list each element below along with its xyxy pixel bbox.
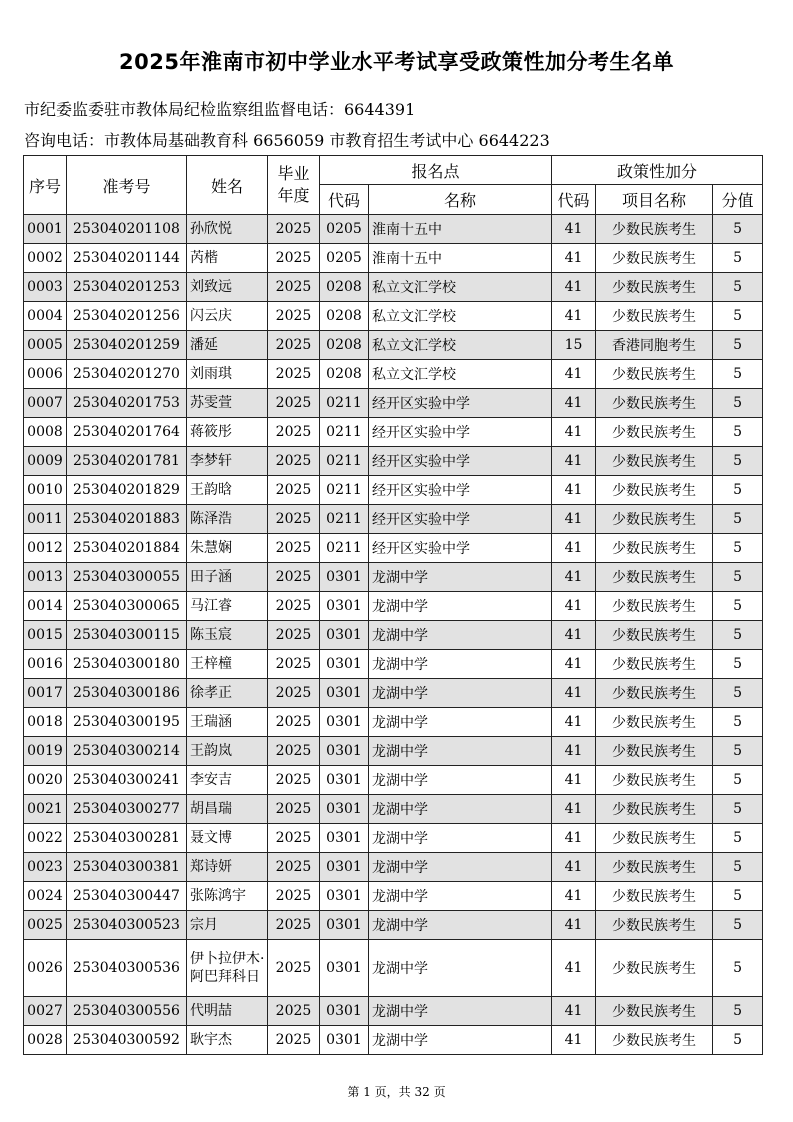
cell-policy-score: 5 [713, 360, 763, 389]
header-policy-bonus: 政策性加分 [552, 156, 763, 185]
cell-policy-code: 41 [552, 940, 596, 997]
cell-reg-name: 经开区实验中学 [369, 534, 552, 563]
cell-seq: 0016 [24, 650, 67, 679]
cell-reg-name: 淮南十五中 [369, 244, 552, 273]
cell-policy-score: 5 [713, 940, 763, 997]
table-row [24, 389, 763, 418]
cell-exam-no: 253040300447 [67, 882, 187, 911]
cell-reg-code: 0301 [320, 882, 369, 911]
cell-seq: 0024 [24, 882, 67, 911]
cell-reg-code: 0301 [320, 795, 369, 824]
cell-name: 宗月 [187, 911, 268, 940]
cell-name: 闪云庆 [187, 302, 268, 331]
cell-reg-code: 0208 [320, 360, 369, 389]
cell-name: 刘致远 [187, 273, 268, 302]
cell-reg-code: 0301 [320, 563, 369, 592]
table-row [24, 853, 763, 882]
cell-policy-code: 41 [552, 882, 596, 911]
supervision-phone-line: 市纪委监委驻市教体局纪检监察组监督电话：6644391 [24, 100, 416, 119]
cell-reg-name: 龙湖中学 [369, 592, 552, 621]
header-name: 姓名 [187, 156, 268, 215]
cell-grad-year: 2025 [268, 853, 320, 882]
cell-reg-code: 0208 [320, 302, 369, 331]
cell-policy-item: 少数民族考生 [596, 389, 713, 418]
cell-name: 张陈鸿宇 [187, 882, 268, 911]
cell-grad-year: 2025 [268, 505, 320, 534]
cell-policy-score: 5 [713, 389, 763, 418]
cell-policy-code: 41 [552, 389, 596, 418]
cell-name: 芮楷 [187, 244, 268, 273]
cell-policy-code: 41 [552, 853, 596, 882]
cell-name: 王韵岚 [187, 737, 268, 766]
cell-exam-no: 253040300055 [67, 563, 187, 592]
cell-name: 马江睿 [187, 592, 268, 621]
cell-policy-score: 5 [713, 592, 763, 621]
cell-policy-score: 5 [713, 650, 763, 679]
cell-reg-code: 0208 [320, 331, 369, 360]
cell-exam-no: 253040300115 [67, 621, 187, 650]
table-row [24, 708, 763, 737]
candidate-table [23, 155, 763, 1055]
cell-reg-code: 0301 [320, 940, 369, 997]
cell-policy-item: 少数民族考生 [596, 447, 713, 476]
cell-name: 孙欣悦 [187, 215, 268, 244]
cell-policy-code: 41 [552, 447, 596, 476]
table-row [24, 360, 763, 389]
cell-name: 潘延 [187, 331, 268, 360]
inquiry-phone-line: 咨询电话：市教体局基础教育科 6656059 市教育招生考试中心 6644223 [24, 131, 550, 150]
cell-grad-year: 2025 [268, 389, 320, 418]
cell-seq: 0010 [24, 476, 67, 505]
cell-policy-item: 少数民族考生 [596, 824, 713, 853]
cell-policy-score: 5 [713, 853, 763, 882]
table-row [24, 302, 763, 331]
cell-reg-name: 龙湖中学 [369, 621, 552, 650]
header-grad-year: 毕业年度 [268, 156, 320, 215]
cell-policy-score: 5 [713, 679, 763, 708]
cell-policy-item: 少数民族考生 [596, 592, 713, 621]
cell-grad-year: 2025 [268, 418, 320, 447]
cell-reg-name: 私立文汇学校 [369, 273, 552, 302]
table-row [24, 563, 763, 592]
table-body [24, 215, 763, 1055]
cell-reg-name: 龙湖中学 [369, 795, 552, 824]
cell-reg-name: 龙湖中学 [369, 940, 552, 997]
cell-reg-code: 0301 [320, 766, 369, 795]
cell-seq: 0014 [24, 592, 67, 621]
cell-policy-item: 少数民族考生 [596, 215, 713, 244]
cell-policy-item: 少数民族考生 [596, 534, 713, 563]
cell-exam-no: 253040300592 [67, 1026, 187, 1055]
cell-reg-name: 私立文汇学校 [369, 360, 552, 389]
cell-policy-code: 41 [552, 273, 596, 302]
cell-policy-code: 41 [552, 766, 596, 795]
cell-seq: 0002 [24, 244, 67, 273]
cell-policy-score: 5 [713, 1026, 763, 1055]
cell-policy-code: 41 [552, 244, 596, 273]
cell-reg-code: 0211 [320, 418, 369, 447]
cell-reg-name: 龙湖中学 [369, 911, 552, 940]
cell-reg-code: 0211 [320, 505, 369, 534]
header-policy-score: 分值 [713, 185, 763, 215]
cell-policy-code: 41 [552, 997, 596, 1026]
cell-reg-name: 经开区实验中学 [369, 505, 552, 534]
cell-reg-code: 0211 [320, 389, 369, 418]
cell-grad-year: 2025 [268, 244, 320, 273]
cell-name: 田子涵 [187, 563, 268, 592]
cell-seq: 0001 [24, 215, 67, 244]
cell-exam-no: 253040201753 [67, 389, 187, 418]
cell-policy-code: 41 [552, 824, 596, 853]
cell-grad-year: 2025 [268, 447, 320, 476]
cell-grad-year: 2025 [268, 215, 320, 244]
cell-exam-no: 253040201764 [67, 418, 187, 447]
cell-exam-no: 253040201256 [67, 302, 187, 331]
cell-exam-no: 253040201884 [67, 534, 187, 563]
cell-reg-name: 淮南十五中 [369, 215, 552, 244]
cell-name: 李梦轩 [187, 447, 268, 476]
cell-grad-year: 2025 [268, 737, 320, 766]
cell-policy-item: 少数民族考生 [596, 360, 713, 389]
cell-policy-item: 少数民族考生 [596, 737, 713, 766]
cell-policy-item: 少数民族考生 [596, 273, 713, 302]
table-row [24, 476, 763, 505]
cell-reg-code: 0301 [320, 621, 369, 650]
header-policy-code: 代码 [552, 185, 596, 215]
cell-policy-score: 5 [713, 766, 763, 795]
header-exam-no: 准考号 [67, 156, 187, 215]
cell-seq: 0019 [24, 737, 67, 766]
table-row [24, 1026, 763, 1055]
cell-policy-score: 5 [713, 911, 763, 940]
cell-name: 苏雯萱 [187, 389, 268, 418]
cell-seq: 0018 [24, 708, 67, 737]
cell-name: 朱慧娴 [187, 534, 268, 563]
cell-policy-item: 少数民族考生 [596, 911, 713, 940]
cell-policy-item: 少数民族考生 [596, 563, 713, 592]
cell-grad-year: 2025 [268, 708, 320, 737]
cell-grad-year: 2025 [268, 650, 320, 679]
cell-policy-score: 5 [713, 621, 763, 650]
header-registration-point: 报名点 [320, 156, 552, 185]
table-row [24, 650, 763, 679]
cell-name: 徐孝正 [187, 679, 268, 708]
cell-reg-name: 龙湖中学 [369, 563, 552, 592]
cell-reg-name: 龙湖中学 [369, 882, 552, 911]
cell-reg-code: 0301 [320, 737, 369, 766]
cell-policy-code: 41 [552, 215, 596, 244]
cell-grad-year: 2025 [268, 1026, 320, 1055]
cell-grad-year: 2025 [268, 476, 320, 505]
cell-policy-item: 少数民族考生 [596, 1026, 713, 1055]
cell-name: 刘雨琪 [187, 360, 268, 389]
cell-policy-item: 香港同胞考生 [596, 331, 713, 360]
cell-grad-year: 2025 [268, 563, 320, 592]
table-row [24, 592, 763, 621]
cell-policy-code: 41 [552, 505, 596, 534]
cell-policy-code: 41 [552, 708, 596, 737]
cell-policy-score: 5 [713, 737, 763, 766]
cell-policy-score: 5 [713, 331, 763, 360]
cell-policy-code: 41 [552, 911, 596, 940]
cell-policy-item: 少数民族考生 [596, 244, 713, 273]
cell-grad-year: 2025 [268, 273, 320, 302]
table-row [24, 244, 763, 273]
table-row [24, 679, 763, 708]
cell-policy-item: 少数民族考生 [596, 708, 713, 737]
cell-policy-score: 5 [713, 708, 763, 737]
cell-reg-name: 经开区实验中学 [369, 447, 552, 476]
cell-reg-code: 0211 [320, 534, 369, 563]
cell-seq: 0009 [24, 447, 67, 476]
header-reg-name: 名称 [369, 185, 552, 215]
cell-reg-code: 0205 [320, 244, 369, 273]
cell-exam-no: 253040300241 [67, 766, 187, 795]
cell-policy-score: 5 [713, 244, 763, 273]
cell-policy-item: 少数民族考生 [596, 476, 713, 505]
cell-policy-item: 少数民族考生 [596, 766, 713, 795]
cell-reg-name: 龙湖中学 [369, 824, 552, 853]
cell-exam-no: 253040300556 [67, 997, 187, 1026]
table-row [24, 882, 763, 911]
cell-policy-item: 少数民族考生 [596, 940, 713, 997]
cell-policy-score: 5 [713, 215, 763, 244]
cell-name: 郑诗妍 [187, 853, 268, 882]
cell-name: 聂文博 [187, 824, 268, 853]
table-row [24, 534, 763, 563]
cell-grad-year: 2025 [268, 360, 320, 389]
header-seq: 序号 [24, 156, 67, 215]
cell-exam-no: 253040201259 [67, 331, 187, 360]
cell-policy-score: 5 [713, 534, 763, 563]
cell-policy-score: 5 [713, 882, 763, 911]
table-row [24, 766, 763, 795]
cell-reg-code: 0211 [320, 476, 369, 505]
cell-seq: 0013 [24, 563, 67, 592]
cell-policy-item: 少数民族考生 [596, 853, 713, 882]
cell-exam-no: 253040201253 [67, 273, 187, 302]
cell-policy-code: 41 [552, 795, 596, 824]
cell-seq: 0020 [24, 766, 67, 795]
cell-seq: 0003 [24, 273, 67, 302]
cell-seq: 0006 [24, 360, 67, 389]
cell-grad-year: 2025 [268, 997, 320, 1026]
cell-reg-name: 龙湖中学 [369, 708, 552, 737]
cell-policy-score: 5 [713, 476, 763, 505]
cell-exam-no: 253040300536 [67, 940, 187, 997]
cell-name: 伊卜拉伊木·阿巴拜科日 [187, 940, 268, 997]
cell-exam-no: 253040201829 [67, 476, 187, 505]
cell-reg-name: 龙湖中学 [369, 1026, 552, 1055]
cell-seq: 0022 [24, 824, 67, 853]
cell-exam-no: 253040300065 [67, 592, 187, 621]
cell-policy-score: 5 [713, 505, 763, 534]
cell-name: 陈泽浩 [187, 505, 268, 534]
cell-seq: 0027 [24, 997, 67, 1026]
cell-exam-no: 253040201270 [67, 360, 187, 389]
cell-name: 陈玉宸 [187, 621, 268, 650]
cell-exam-no: 253040300186 [67, 679, 187, 708]
cell-policy-code: 41 [552, 360, 596, 389]
cell-exam-no: 253040201108 [67, 215, 187, 244]
cell-policy-score: 5 [713, 795, 763, 824]
cell-policy-code: 41 [552, 476, 596, 505]
cell-policy-code: 41 [552, 534, 596, 563]
cell-policy-code: 41 [552, 621, 596, 650]
table-row [24, 997, 763, 1026]
cell-grad-year: 2025 [268, 592, 320, 621]
cell-seq: 0004 [24, 302, 67, 331]
cell-policy-code: 41 [552, 592, 596, 621]
cell-policy-code: 41 [552, 418, 596, 447]
cell-policy-item: 少数民族考生 [596, 679, 713, 708]
cell-exam-no: 253040300523 [67, 911, 187, 940]
cell-policy-code: 41 [552, 679, 596, 708]
cell-seq: 0005 [24, 331, 67, 360]
cell-grad-year: 2025 [268, 882, 320, 911]
cell-reg-name: 龙湖中学 [369, 650, 552, 679]
cell-exam-no: 253040201144 [67, 244, 187, 273]
cell-grad-year: 2025 [268, 534, 320, 563]
cell-reg-name: 龙湖中学 [369, 853, 552, 882]
cell-policy-item: 少数民族考生 [596, 795, 713, 824]
cell-name: 蒋筱彤 [187, 418, 268, 447]
cell-grad-year: 2025 [268, 824, 320, 853]
cell-policy-item: 少数民族考生 [596, 621, 713, 650]
cell-seq: 0021 [24, 795, 67, 824]
cell-reg-name: 私立文汇学校 [369, 302, 552, 331]
cell-name: 王韵晗 [187, 476, 268, 505]
table-row [24, 418, 763, 447]
cell-policy-score: 5 [713, 997, 763, 1026]
table-row [24, 215, 763, 244]
cell-grad-year: 2025 [268, 621, 320, 650]
cell-reg-code: 0211 [320, 447, 369, 476]
cell-reg-code: 0301 [320, 853, 369, 882]
cell-reg-code: 0301 [320, 679, 369, 708]
cell-reg-code: 0301 [320, 824, 369, 853]
cell-policy-item: 少数民族考生 [596, 650, 713, 679]
cell-reg-name: 龙湖中学 [369, 766, 552, 795]
cell-reg-name: 龙湖中学 [369, 679, 552, 708]
cell-seq: 0025 [24, 911, 67, 940]
table-row [24, 621, 763, 650]
table-row [24, 940, 763, 997]
table-row [24, 824, 763, 853]
cell-seq: 0011 [24, 505, 67, 534]
cell-grad-year: 2025 [268, 302, 320, 331]
cell-reg-name: 龙湖中学 [369, 997, 552, 1026]
cell-reg-name: 龙湖中学 [369, 737, 552, 766]
header-reg-code: 代码 [320, 185, 369, 215]
cell-reg-code: 0205 [320, 215, 369, 244]
header-policy-item: 项目名称 [596, 185, 713, 215]
cell-policy-score: 5 [713, 563, 763, 592]
cell-reg-code: 0301 [320, 592, 369, 621]
cell-name: 耿宇杰 [187, 1026, 268, 1055]
cell-exam-no: 253040300195 [67, 708, 187, 737]
cell-exam-no: 253040300180 [67, 650, 187, 679]
cell-exam-no: 253040300277 [67, 795, 187, 824]
cell-reg-name: 经开区实验中学 [369, 389, 552, 418]
cell-policy-code: 41 [552, 302, 596, 331]
cell-seq: 0008 [24, 418, 67, 447]
cell-reg-name: 经开区实验中学 [369, 476, 552, 505]
cell-grad-year: 2025 [268, 911, 320, 940]
cell-name: 李安吉 [187, 766, 268, 795]
cell-reg-code: 0301 [320, 997, 369, 1026]
cell-policy-code: 41 [552, 737, 596, 766]
cell-policy-score: 5 [713, 302, 763, 331]
cell-name: 王梓橦 [187, 650, 268, 679]
cell-reg-name: 经开区实验中学 [369, 418, 552, 447]
cell-reg-code: 0301 [320, 1026, 369, 1055]
cell-seq: 0026 [24, 940, 67, 997]
cell-grad-year: 2025 [268, 766, 320, 795]
cell-policy-code: 41 [552, 1026, 596, 1055]
cell-policy-score: 5 [713, 447, 763, 476]
table-row [24, 737, 763, 766]
cell-reg-code: 0301 [320, 708, 369, 737]
cell-seq: 0007 [24, 389, 67, 418]
document-title: 2025年淮南市初中学业水平考试享受政策性加分考生名单 [119, 50, 674, 74]
cell-seq: 0028 [24, 1026, 67, 1055]
cell-name: 王瑞涵 [187, 708, 268, 737]
cell-policy-score: 5 [713, 418, 763, 447]
table-row [24, 447, 763, 476]
cell-exam-no: 253040300281 [67, 824, 187, 853]
cell-seq: 0017 [24, 679, 67, 708]
cell-seq: 0012 [24, 534, 67, 563]
cell-policy-item: 少数民族考生 [596, 882, 713, 911]
cell-name: 代明喆 [187, 997, 268, 1026]
cell-reg-code: 0301 [320, 911, 369, 940]
cell-reg-code: 0301 [320, 650, 369, 679]
table-row [24, 331, 763, 360]
cell-policy-code: 41 [552, 563, 596, 592]
cell-policy-item: 少数民族考生 [596, 418, 713, 447]
cell-seq: 0023 [24, 853, 67, 882]
cell-exam-no: 253040300214 [67, 737, 187, 766]
cell-policy-item: 少数民族考生 [596, 302, 713, 331]
cell-grad-year: 2025 [268, 331, 320, 360]
table-row [24, 911, 763, 940]
cell-policy-score: 5 [713, 824, 763, 853]
cell-exam-no: 253040201883 [67, 505, 187, 534]
cell-grad-year: 2025 [268, 795, 320, 824]
cell-policy-code: 41 [552, 650, 596, 679]
cell-grad-year: 2025 [268, 679, 320, 708]
table-row [24, 795, 763, 824]
table-row [24, 273, 763, 302]
page-footer: 第 1 页，共 32 页 [347, 1085, 446, 1099]
cell-reg-code: 0208 [320, 273, 369, 302]
cell-reg-name: 私立文汇学校 [369, 331, 552, 360]
cell-grad-year: 2025 [268, 940, 320, 997]
cell-exam-no: 253040201781 [67, 447, 187, 476]
cell-exam-no: 253040300381 [67, 853, 187, 882]
cell-policy-item: 少数民族考生 [596, 997, 713, 1026]
cell-seq: 0015 [24, 621, 67, 650]
cell-policy-item: 少数民族考生 [596, 505, 713, 534]
cell-policy-score: 5 [713, 273, 763, 302]
table-row [24, 505, 763, 534]
cell-policy-code: 15 [552, 331, 596, 360]
cell-name: 胡昌瑞 [187, 795, 268, 824]
